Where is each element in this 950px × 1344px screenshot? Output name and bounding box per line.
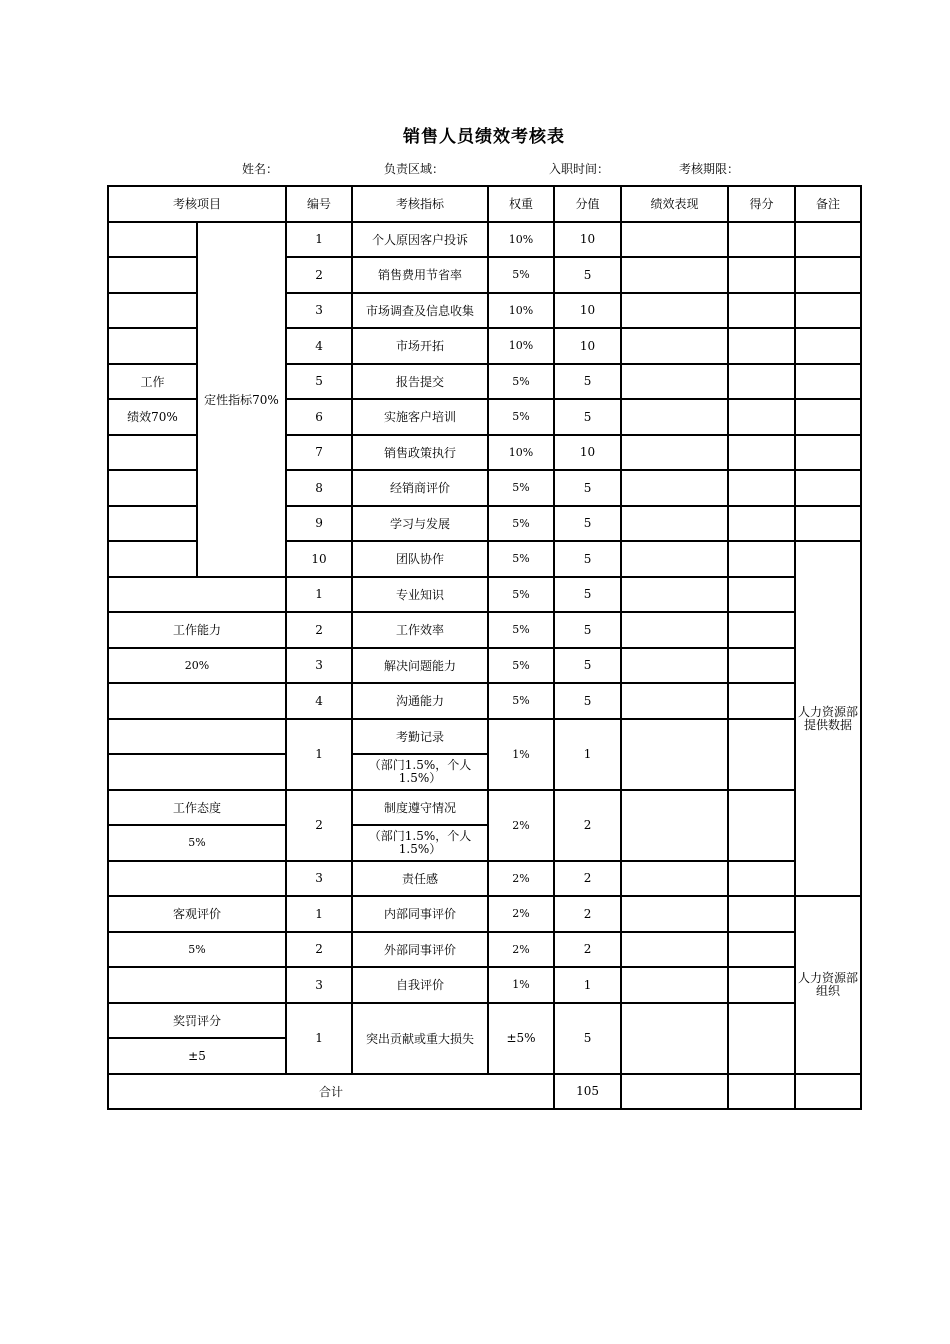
row-weight: 5% — [488, 470, 554, 506]
reward-label-1: 奖罚评分 — [108, 1003, 286, 1039]
row-indicator: 个人原因客户投诉 — [352, 222, 488, 258]
row-value: 2 — [554, 896, 621, 932]
page-title: 销售人员绩效考核表 — [403, 127, 565, 147]
performance-input[interactable] — [621, 541, 728, 577]
row-indicator: 解决问题能力 — [352, 648, 488, 684]
row-value: 10 — [554, 293, 621, 329]
row-value: 5 — [554, 1003, 621, 1074]
performance-input[interactable] — [621, 719, 728, 790]
row-weight: 5% — [488, 577, 554, 613]
table-row — [108, 967, 861, 1003]
score-input[interactable] — [728, 683, 795, 719]
score-input[interactable] — [728, 506, 795, 542]
row-weight: 10% — [488, 328, 554, 364]
score-input[interactable] — [728, 328, 795, 364]
row-value: 5 — [554, 470, 621, 506]
perf-label-1: 工作 — [108, 364, 197, 400]
remark-cell[interactable] — [795, 399, 861, 435]
score-input[interactable] — [728, 577, 795, 613]
row-no: 2 — [286, 790, 352, 861]
performance-input[interactable] — [621, 364, 728, 400]
score-input[interactable] — [728, 435, 795, 471]
performance-input[interactable] — [621, 222, 728, 258]
header-performance: 绩效表现 — [621, 186, 728, 222]
row-indicator: 专业知识 — [352, 577, 488, 613]
row-weight: 5% — [488, 683, 554, 719]
row-no: 4 — [286, 683, 352, 719]
row-no: 2 — [286, 932, 352, 968]
remark-cell[interactable] — [795, 506, 861, 542]
total-row — [108, 1074, 861, 1110]
row-indicator: 市场调查及信息收集 — [352, 293, 488, 329]
row-weight: 5% — [488, 541, 554, 577]
row-indicator: 市场开拓 — [352, 328, 488, 364]
performance-input[interactable] — [621, 648, 728, 684]
row-value: 10 — [554, 222, 621, 258]
remark-cell[interactable] — [795, 470, 861, 506]
reward-label-2: ±5 — [108, 1038, 286, 1074]
row-indicator: 销售费用节省率 — [352, 257, 488, 293]
row-weight: 10% — [488, 293, 554, 329]
score-input[interactable] — [728, 932, 795, 968]
performance-input[interactable] — [621, 683, 728, 719]
row-no: 3 — [286, 861, 352, 897]
row-value: 2 — [554, 861, 621, 897]
performance-input[interactable] — [621, 932, 728, 968]
score-input[interactable] — [728, 612, 795, 648]
row-indicator: 责任感 — [352, 861, 488, 897]
score-input[interactable] — [728, 790, 795, 861]
row-no: 8 — [286, 470, 352, 506]
performance-input[interactable] — [621, 612, 728, 648]
score-input[interactable] — [728, 648, 795, 684]
remark-hr-data: 人力资源部提供数据 — [795, 541, 861, 896]
attitude-label-cell — [108, 861, 286, 897]
row-weight: 2% — [488, 896, 554, 932]
row-weight: 5% — [488, 399, 554, 435]
performance-input[interactable] — [621, 257, 728, 293]
row-indicator: 经销商评价 — [352, 470, 488, 506]
remark-cell[interactable] — [795, 435, 861, 471]
performance-input[interactable] — [621, 399, 728, 435]
table-row — [108, 790, 861, 826]
row-indicator: 实施客户培训 — [352, 399, 488, 435]
attitude-label-1: 工作态度 — [108, 790, 286, 826]
score-input[interactable] — [728, 257, 795, 293]
header-item: 考核项目 — [108, 186, 286, 222]
header-score: 得分 — [728, 186, 795, 222]
row-weight: 5% — [488, 612, 554, 648]
row-weight: 2% — [488, 790, 554, 861]
table-row — [108, 648, 861, 684]
row-value: 10 — [554, 328, 621, 364]
table-row — [108, 577, 861, 613]
total-remark-cell[interactable] — [795, 1074, 861, 1110]
hire-date-label: 入职时间： — [549, 162, 610, 176]
ability-label-cell — [108, 683, 286, 719]
performance-input[interactable] — [621, 328, 728, 364]
row-indicator: 沟通能力 — [352, 683, 488, 719]
row-value: 5 — [554, 612, 621, 648]
table-row — [108, 861, 861, 897]
row-no: 3 — [286, 648, 352, 684]
row-value: 5 — [554, 257, 621, 293]
row-value: 5 — [554, 683, 621, 719]
attitude-label-cell — [108, 719, 286, 755]
row-weight: 5% — [488, 364, 554, 400]
row-indicator-sub: （部门1.5%，个人1.5%） — [352, 825, 488, 861]
row-indicator: 考勤记录 — [352, 719, 488, 755]
performance-input[interactable] — [621, 577, 728, 613]
score-input[interactable] — [728, 719, 795, 790]
total-performance-cell[interactable] — [621, 1074, 728, 1110]
score-input[interactable] — [728, 364, 795, 400]
row-value: 5 — [554, 364, 621, 400]
table-row — [108, 719, 861, 755]
row-no: 1 — [286, 896, 352, 932]
row-value: 5 — [554, 399, 621, 435]
row-no: 1 — [286, 222, 352, 258]
total-score-cell[interactable] — [728, 1074, 795, 1110]
performance-input[interactable] — [621, 896, 728, 932]
header-score-value: 分值 — [554, 186, 621, 222]
row-no: 3 — [286, 967, 352, 1003]
remark-cell[interactable] — [795, 222, 861, 258]
objective-label-1: 客观评价 — [108, 896, 286, 932]
row-indicator-sub: （部门1.5%，个人1.5%） — [352, 754, 488, 790]
score-input[interactable] — [728, 541, 795, 577]
name-label: 姓名： — [242, 162, 279, 176]
header-indicator: 考核指标 — [352, 186, 488, 222]
evaluation-table — [107, 185, 862, 1110]
score-input[interactable] — [728, 896, 795, 932]
perf-label-cell — [108, 293, 197, 329]
row-no: 1 — [286, 719, 352, 790]
header-remark: 备注 — [795, 186, 861, 222]
score-input[interactable] — [728, 861, 795, 897]
remark-cell[interactable] — [795, 328, 861, 364]
table-row — [108, 683, 861, 719]
perf-label-cell — [108, 222, 197, 258]
row-weight: 10% — [488, 435, 554, 471]
row-no: 1 — [286, 1003, 352, 1074]
row-no: 4 — [286, 328, 352, 364]
performance-input[interactable] — [621, 790, 728, 861]
row-value: 1 — [554, 967, 621, 1003]
header-no: 编号 — [286, 186, 352, 222]
ability-label-cell — [108, 577, 286, 613]
objective-label-cell — [108, 967, 286, 1003]
row-no: 9 — [286, 506, 352, 542]
table-row — [108, 222, 861, 258]
remark-cell[interactable] — [795, 257, 861, 293]
row-weight: ±5% — [488, 1003, 554, 1074]
row-weight: 5% — [488, 648, 554, 684]
row-weight: 1% — [488, 719, 554, 790]
perf-label-2: 绩效70% — [108, 399, 197, 435]
row-weight: 2% — [488, 861, 554, 897]
score-input[interactable] — [728, 293, 795, 329]
performance-input[interactable] — [621, 861, 728, 897]
attitude-label-cell — [108, 754, 286, 790]
perf-label-cell — [108, 470, 197, 506]
remark-cell[interactable] — [795, 293, 861, 329]
region-label: 负责区域： — [384, 162, 445, 176]
perf-label-cell — [108, 506, 197, 542]
perf-sub-label: 定性指标70% — [197, 222, 286, 577]
row-weight: 10% — [488, 222, 554, 258]
performance-input[interactable] — [621, 435, 728, 471]
row-value: 2 — [554, 932, 621, 968]
row-no: 3 — [286, 293, 352, 329]
row-indicator: 自我评价 — [352, 967, 488, 1003]
score-input[interactable] — [728, 1003, 795, 1074]
row-indicator: 外部同事评价 — [352, 932, 488, 968]
ability-label-2: 20% — [108, 648, 286, 684]
remark-cell[interactable] — [795, 364, 861, 400]
row-no: 10 — [286, 541, 352, 577]
attitude-label-2: 5% — [108, 825, 286, 861]
score-input[interactable] — [728, 470, 795, 506]
row-no: 2 — [286, 257, 352, 293]
header-row — [108, 186, 861, 222]
row-no: 5 — [286, 364, 352, 400]
row-value: 1 — [554, 719, 621, 790]
row-no: 2 — [286, 612, 352, 648]
performance-input[interactable] — [621, 470, 728, 506]
performance-input[interactable] — [621, 967, 728, 1003]
performance-input[interactable] — [621, 506, 728, 542]
row-value: 5 — [554, 648, 621, 684]
performance-input[interactable] — [621, 1003, 728, 1074]
row-weight: 2% — [488, 932, 554, 968]
row-value: 5 — [554, 577, 621, 613]
ability-label-1: 工作能力 — [108, 612, 286, 648]
row-value: 10 — [554, 435, 621, 471]
objective-label-2: 5% — [108, 932, 286, 968]
perf-label-cell — [108, 435, 197, 471]
row-no: 1 — [286, 577, 352, 613]
row-weight: 5% — [488, 257, 554, 293]
row-indicator: 团队协作 — [352, 541, 488, 577]
period-label: 考核期限： — [679, 162, 740, 176]
remark-hr-org: 人力资源部组织 — [795, 896, 861, 1074]
row-indicator: 突出贡献或重大损失 — [352, 1003, 488, 1074]
performance-input[interactable] — [621, 293, 728, 329]
row-no: 6 — [286, 399, 352, 435]
score-input[interactable] — [728, 222, 795, 258]
perf-label-cell — [108, 541, 197, 577]
table-row — [108, 612, 861, 648]
perf-label-cell — [108, 257, 197, 293]
total-value: 105 — [554, 1074, 621, 1110]
row-indicator: 内部同事评价 — [352, 896, 488, 932]
table-row — [108, 896, 861, 932]
row-indicator: 工作效率 — [352, 612, 488, 648]
score-input[interactable] — [728, 967, 795, 1003]
row-weight: 5% — [488, 506, 554, 542]
row-value: 2 — [554, 790, 621, 861]
row-weight: 1% — [488, 967, 554, 1003]
header-weight: 权重 — [488, 186, 554, 222]
perf-label-cell — [108, 328, 197, 364]
row-indicator: 制度遵守情况 — [352, 790, 488, 826]
row-indicator: 报告提交 — [352, 364, 488, 400]
row-value: 5 — [554, 506, 621, 542]
row-value: 5 — [554, 541, 621, 577]
table-row — [108, 1003, 861, 1039]
table-row — [108, 932, 861, 968]
row-indicator: 学习与发展 — [352, 506, 488, 542]
score-input[interactable] — [728, 399, 795, 435]
row-no: 7 — [286, 435, 352, 471]
row-indicator: 销售政策执行 — [352, 435, 488, 471]
total-label: 合计 — [108, 1074, 554, 1110]
